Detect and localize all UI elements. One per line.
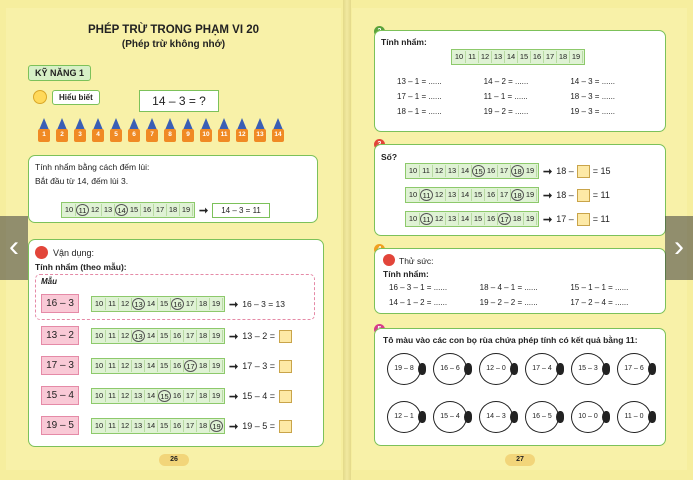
arrow-icon: ➞ — [229, 360, 239, 373]
wizard-number: 14 — [272, 129, 284, 142]
number-cell: 15 — [158, 330, 171, 342]
number-cell: 17 — [498, 213, 511, 225]
ladybug[interactable]: 16 – 5 — [525, 401, 559, 433]
exercise-expression: 17 – 3 — [41, 356, 79, 375]
number-cell: 12 — [479, 51, 492, 63]
number-cell: 14 — [505, 51, 518, 63]
wizard-figure — [146, 118, 158, 142]
number-cell: 15 — [472, 213, 485, 225]
number-line — [405, 163, 539, 179]
answer-box[interactable] — [279, 330, 292, 343]
number-cell: 17 — [498, 165, 511, 177]
exercise-result: 19 – 5 = — [242, 421, 275, 431]
number-cell: 16 — [171, 298, 184, 310]
number-cell: 13 — [446, 165, 459, 177]
answer-box[interactable] — [279, 420, 292, 433]
calc-item: 17 – 2 – 4 = ...... — [570, 298, 629, 307]
arrow-icon: ➞ — [229, 420, 239, 433]
number-cell: 18 — [167, 204, 180, 216]
count-result: 14 – 3 = 11 — [212, 203, 270, 218]
number-cell: 19 — [524, 213, 537, 225]
exercise-5-box — [374, 328, 666, 446]
number-cell: 13 — [132, 330, 145, 342]
wizard-number: 5 — [110, 129, 122, 142]
number-cell: 15 — [472, 189, 485, 201]
ladybug[interactable]: 10 – 0 — [571, 401, 605, 433]
number-cell: 12 — [89, 204, 102, 216]
number-cell: 16 — [485, 189, 498, 201]
exercise-result: 13 – 2 = — [242, 331, 275, 341]
exercise-expression: 13 – 2 — [41, 326, 79, 345]
number-cell: 13 — [132, 298, 145, 310]
arrow-icon: ➞ — [229, 298, 239, 311]
number-cell: 11 — [466, 51, 479, 63]
ladybug[interactable]: 17 – 4 — [525, 353, 559, 385]
number-cell: 13 — [102, 204, 115, 216]
number-cell: 16 — [171, 330, 184, 342]
example-expression: 14 – 3 = ? — [139, 90, 219, 112]
book-gutter — [343, 0, 351, 480]
number-cell: 16 — [485, 213, 498, 225]
wizard-row — [38, 118, 284, 142]
lightbulb-icon — [33, 90, 47, 104]
wizard-number: 2 — [56, 129, 68, 142]
wizard-number: 12 — [236, 129, 248, 142]
number-cell: 18 — [511, 213, 524, 225]
calc-item: 13 – 1 = ...... — [397, 77, 442, 86]
exercise-4-title: Thử sức: — [399, 256, 434, 266]
exercise-5-title: Tô màu vào các con bọ rùa chứa phép tính có kết quả bằng 11: — [383, 335, 638, 345]
character-icon — [383, 254, 395, 266]
exercise-row — [91, 388, 292, 404]
calc-item: 18 – 1 = ...... — [397, 107, 442, 116]
number-cell: 16 — [171, 390, 184, 402]
number-line — [91, 388, 225, 404]
wizard-number: 10 — [200, 129, 212, 142]
answer-box[interactable] — [279, 360, 292, 373]
number-cell: 18 — [511, 165, 524, 177]
number-cell: 17 — [184, 330, 197, 342]
calc-grid — [397, 77, 657, 116]
page-subtitle: (Phép trừ không nhớ) — [121, 39, 226, 50]
ladybug[interactable]: 16 – 6 — [433, 353, 467, 385]
number-cell: 18 — [557, 51, 570, 63]
sample-number-line — [91, 296, 225, 312]
wizard-figure — [218, 118, 230, 142]
wizard-figure — [110, 118, 122, 142]
ladybug[interactable]: 12 – 0 — [479, 353, 513, 385]
calc-item: 14 – 3 = ...... — [570, 77, 616, 86]
number-cell: 14 — [145, 420, 158, 432]
skill-tag: KỸ NĂNG 1 — [28, 65, 91, 81]
wizard-number: 13 — [254, 129, 266, 142]
wizard-number: 6 — [128, 129, 140, 142]
number-cell: 11 — [106, 390, 119, 402]
exercise-2-box — [374, 30, 666, 132]
exercise-row — [91, 418, 292, 434]
sample-result: 16 – 3 = 13 — [242, 299, 285, 309]
number-cell: 10 — [63, 204, 76, 216]
number-cell: 12 — [119, 330, 132, 342]
wizard-number: 7 — [146, 129, 158, 142]
left-page — [6, 8, 341, 470]
number-cell: 14 — [145, 298, 158, 310]
number-cell: 13 — [492, 51, 505, 63]
wizard-figure — [74, 118, 86, 142]
number-cell: 13 — [446, 189, 459, 201]
number-line — [61, 202, 195, 218]
number-cell: 18 — [197, 420, 210, 432]
number-cell: 11 — [420, 213, 433, 225]
number-line — [405, 187, 539, 203]
number-cell: 11 — [76, 204, 89, 216]
number-cell: 18 — [197, 360, 210, 372]
number-cell: 11 — [106, 420, 119, 432]
calc-item: 14 – 2 = ...... — [483, 77, 529, 86]
wizard-figure — [56, 118, 68, 142]
number-cell: 12 — [119, 360, 132, 372]
sample-label: Mẫu — [41, 277, 57, 286]
number-cell: 17 — [184, 360, 197, 372]
exercise-3-box — [374, 144, 666, 236]
number-cell: 16 — [171, 420, 184, 432]
number-cell: 19 — [524, 165, 537, 177]
number-cell: 19 — [570, 51, 583, 63]
number-cell: 19 — [210, 420, 223, 432]
wizard-number: 8 — [164, 129, 176, 142]
ladybug[interactable]: 19 – 8 — [387, 353, 421, 385]
calc-item: 16 – 3 – 1 = ...... — [389, 283, 448, 292]
number-cell: 11 — [106, 360, 119, 372]
calc-item: 19 – 2 = ...... — [483, 107, 529, 116]
apply-sub: Tính nhẩm (theo mẫu): — [35, 262, 127, 272]
number-cell: 10 — [453, 51, 466, 63]
missing-number-row — [405, 187, 610, 203]
apply-box — [28, 239, 324, 447]
number-cell: 13 — [132, 420, 145, 432]
number-cell: 17 — [154, 204, 167, 216]
prev-page-button[interactable]: ‹ — [0, 216, 28, 280]
number-cell: 18 — [197, 390, 210, 402]
number-cell: 14 — [459, 189, 472, 201]
number-cell: 12 — [119, 390, 132, 402]
number-cell: 11 — [420, 189, 433, 201]
number-cell: 17 — [184, 420, 197, 432]
wizard-figure — [92, 118, 104, 142]
number-cell: 10 — [93, 390, 106, 402]
number-cell: 17 — [544, 51, 557, 63]
number-cell: 17 — [498, 189, 511, 201]
exercise-3-title: Số? — [381, 152, 398, 162]
calc-item: 19 – 2 – 2 = ...... — [479, 298, 538, 307]
number-cell: 14 — [145, 360, 158, 372]
exercise-result: 15 – 4 = — [242, 391, 275, 401]
number-cell: 10 — [407, 165, 420, 177]
answer-box[interactable] — [577, 189, 590, 202]
number-cell: 17 — [184, 298, 197, 310]
calc-item: 18 – 4 – 1 = ...... — [479, 283, 538, 292]
wizard-number: 1 — [38, 129, 50, 142]
number-cell: 19 — [210, 360, 223, 372]
wizard-figure — [128, 118, 140, 142]
wizard-figure — [272, 118, 284, 142]
exercise-expression: 19 – 5 — [41, 416, 79, 435]
count-instruction: Tính nhẩm bằng cách đếm lùi: — [35, 162, 150, 172]
answer-box[interactable] — [577, 165, 590, 178]
number-cell: 10 — [93, 360, 106, 372]
exercise-4-box — [374, 248, 666, 314]
calc-item: 14 – 1 – 2 = ...... — [389, 298, 448, 307]
page-number-right: 27 — [505, 454, 535, 466]
number-cell: 18 — [197, 330, 210, 342]
number-cell: 19 — [180, 204, 193, 216]
number-cell: 10 — [93, 330, 106, 342]
page-number-left: 26 — [159, 454, 189, 466]
exercise-result: 17 – 3 = — [242, 361, 275, 371]
count-instruction-2: Bắt đầu từ 14, đếm lùi 3. — [35, 176, 129, 186]
number-cell: 11 — [106, 330, 119, 342]
wizard-figure — [236, 118, 248, 142]
wizard-figure — [182, 118, 194, 142]
number-cell: 14 — [145, 330, 158, 342]
number-cell: 14 — [115, 204, 128, 216]
number-cell: 19 — [210, 390, 223, 402]
ladybug[interactable]: 17 – 6 — [617, 353, 651, 385]
exercise-expression: 15 – 4 — [41, 386, 79, 405]
equation-result: = 11 — [592, 190, 610, 200]
number-cell: 16 — [141, 204, 154, 216]
apply-label: Vận dụng: — [53, 248, 95, 258]
arrow-icon: ➞ — [229, 390, 239, 403]
arrow-icon: ➞ — [543, 165, 553, 178]
page-title: PHÉP TRỪ TRONG PHẠM VI 20 — [88, 24, 259, 36]
calc-item: 17 – 1 = ...... — [397, 92, 442, 101]
wizard-figure — [38, 118, 50, 142]
number-cell: 15 — [158, 390, 171, 402]
number-cell: 15 — [518, 51, 531, 63]
sample-expression: 16 – 3 — [41, 294, 79, 313]
count-back-box — [28, 155, 318, 223]
number-cell: 12 — [433, 189, 446, 201]
number-cell: 15 — [128, 204, 141, 216]
equation-lead: 17 – — [556, 214, 574, 224]
arrow-icon: ➞ — [199, 204, 209, 217]
wizard-number: 11 — [218, 129, 230, 142]
number-cell: 14 — [459, 165, 472, 177]
missing-number-row — [405, 211, 610, 227]
arrow-icon: ➞ — [543, 213, 553, 226]
next-page-button[interactable]: › — [665, 216, 693, 280]
number-cell: 15 — [158, 360, 171, 372]
number-cell: 13 — [132, 390, 145, 402]
calc-item: 11 – 1 = ...... — [483, 92, 528, 101]
equation-lead: 18 – — [556, 166, 574, 176]
character-icon — [35, 246, 48, 259]
number-cell: 14 — [459, 213, 472, 225]
wizard-number: 3 — [74, 129, 86, 142]
wizard-figure — [164, 118, 176, 142]
number-cell: 16 — [171, 360, 184, 372]
number-cell: 10 — [93, 420, 106, 432]
ladybug[interactable]: 14 – 3 — [479, 401, 513, 433]
number-line — [91, 418, 225, 434]
equation-lead: 18 – — [556, 190, 574, 200]
number-cell: 18 — [511, 189, 524, 201]
number-cell: 16 — [485, 165, 498, 177]
understand-label: Hiểu biết — [52, 90, 100, 105]
number-cell: 11 — [106, 298, 119, 310]
right-page — [352, 8, 687, 470]
number-cell: 15 — [158, 420, 171, 432]
wizard-figure — [200, 118, 212, 142]
missing-number-row — [405, 163, 611, 179]
calc-item: 18 – 3 = ...... — [570, 92, 616, 101]
number-cell: 11 — [420, 165, 433, 177]
equation-result: = 15 — [592, 166, 611, 176]
wizard-figure — [254, 118, 266, 142]
calc-item: 19 – 3 = ...... — [570, 107, 616, 116]
ladybug[interactable]: 11 – 0 — [617, 401, 651, 433]
arrow-icon: ➞ — [229, 330, 239, 343]
ladybug[interactable]: 15 – 3 — [571, 353, 605, 385]
exercise-row — [91, 328, 292, 344]
exercise-row — [91, 358, 292, 374]
number-cell: 16 — [531, 51, 544, 63]
exercise-4-sub: Tính nhẩm: — [383, 269, 429, 279]
number-cell: 10 — [407, 213, 420, 225]
number-line — [91, 328, 225, 344]
number-cell: 12 — [433, 165, 446, 177]
number-cell: 17 — [184, 390, 197, 402]
number-cell: 15 — [472, 165, 485, 177]
wizard-number: 9 — [182, 129, 194, 142]
wizard-number: 4 — [92, 129, 104, 142]
number-cell: 13 — [446, 213, 459, 225]
equation-result: = 11 — [592, 214, 610, 224]
number-line — [91, 358, 225, 374]
exercise-2-title: Tính nhẩm: — [381, 37, 427, 47]
number-cell: 18 — [197, 298, 210, 310]
ladybug[interactable]: 12 – 1 — [387, 401, 421, 433]
number-cell: 13 — [132, 360, 145, 372]
answer-box[interactable] — [577, 213, 590, 226]
answer-box[interactable] — [279, 390, 292, 403]
number-cell: 12 — [119, 298, 132, 310]
number-line — [451, 49, 585, 65]
number-cell: 15 — [158, 298, 171, 310]
number-cell: 10 — [93, 298, 106, 310]
number-cell: 19 — [210, 298, 223, 310]
ladybug[interactable]: 15 – 4 — [433, 401, 467, 433]
number-cell: 19 — [210, 330, 223, 342]
arrow-icon: ➞ — [543, 189, 553, 202]
calc-item: 15 – 1 – 1 = ...... — [570, 283, 629, 292]
number-cell: 14 — [145, 390, 158, 402]
number-cell: 12 — [119, 420, 132, 432]
number-cell: 19 — [524, 189, 537, 201]
number-line — [405, 211, 539, 227]
number-cell: 12 — [433, 213, 446, 225]
calc-grid — [389, 283, 661, 307]
number-cell: 10 — [407, 189, 420, 201]
